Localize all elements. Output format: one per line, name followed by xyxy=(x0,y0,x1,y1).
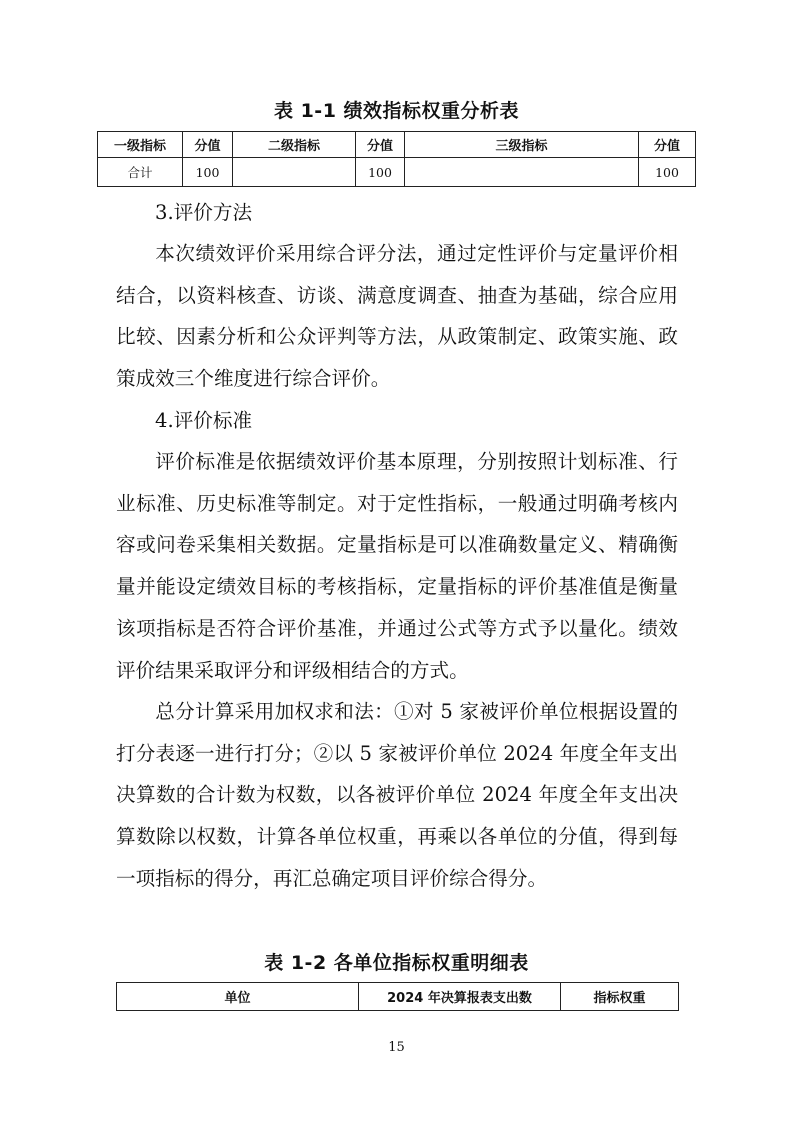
table1-title: 表 1-1 绩效指标权重分析表 xyxy=(273,100,520,122)
section4-paragraph2: 总分计算采用加权求和法：①对 5 家被评价单位根据设置的打分表逐一进行打分；②以 5 家被评价单位 2024 年度全年支出决算数的合计数为权数，以各被评价单位 2024 年度全年支出决算数除以权数，计算各单位权重，再乘以各单位的分值，得到每一项指标的得分，再汇总确定项目评价综合得分。 xyxy=(116,700,678,890)
header-level2-indicator: 二级指标 xyxy=(233,132,356,158)
header-score-3: 分值 xyxy=(639,132,696,158)
header-level1-indicator: 一级指标 xyxy=(98,132,183,158)
header-score-1: 分值 xyxy=(183,132,233,158)
total-label-cell: 合计 xyxy=(98,158,183,187)
section4-paragraph1: 评价标准是依据绩效评价基本原理，分别按照计划标准、行业标准、历史标准等制定。对于定性指标，一般通过明确考核内容或问卷采集相关数据。定量指标是可以准确数量定义、精确衡量并能设定绩效目标的考核指标，定量指标的评价基准值是衡量该项指标是否符合评价基准，并通过公式等方式予以量化。绩效评价结果采取评分和评级相结合的方式。 xyxy=(116,450,678,682)
total-level2-cell xyxy=(233,158,356,187)
page-number: 15 xyxy=(388,1040,405,1055)
table-row-total xyxy=(98,158,696,187)
header-unit: 单位 xyxy=(117,983,359,1011)
header-score-2: 分值 xyxy=(356,132,405,158)
total-level3-cell xyxy=(405,158,639,187)
unit-weight-table xyxy=(116,982,679,1011)
total-score-3-cell: 100 xyxy=(639,158,696,187)
header-expenditure: 2024 年决算报表支出数 xyxy=(359,983,561,1011)
header-weight: 指标权重 xyxy=(561,983,679,1011)
section4-heading: 4.评价标准 xyxy=(155,409,253,432)
table2-title: 表 1-2 各单位指标权重明细表 xyxy=(264,952,529,974)
section3-heading: 3.评价方法 xyxy=(155,201,253,224)
header-level3-indicator: 三级指标 xyxy=(405,132,639,158)
total-score-1-cell: 100 xyxy=(183,158,233,187)
table-header-row xyxy=(117,983,679,1011)
section3-paragraph: 本次绩效评价采用综合评分法，通过定性评价与定量评价相结合，以资料核查、访谈、满意度调查、抽查为基础，综合应用比较、因素分析和公众评判等方法，从政策制定、政策实施、政策成效三个维度进行综合评价。 xyxy=(116,242,678,391)
weight-analysis-table xyxy=(97,131,696,187)
table-header-row xyxy=(98,132,696,158)
total-score-2-cell: 100 xyxy=(356,158,405,187)
